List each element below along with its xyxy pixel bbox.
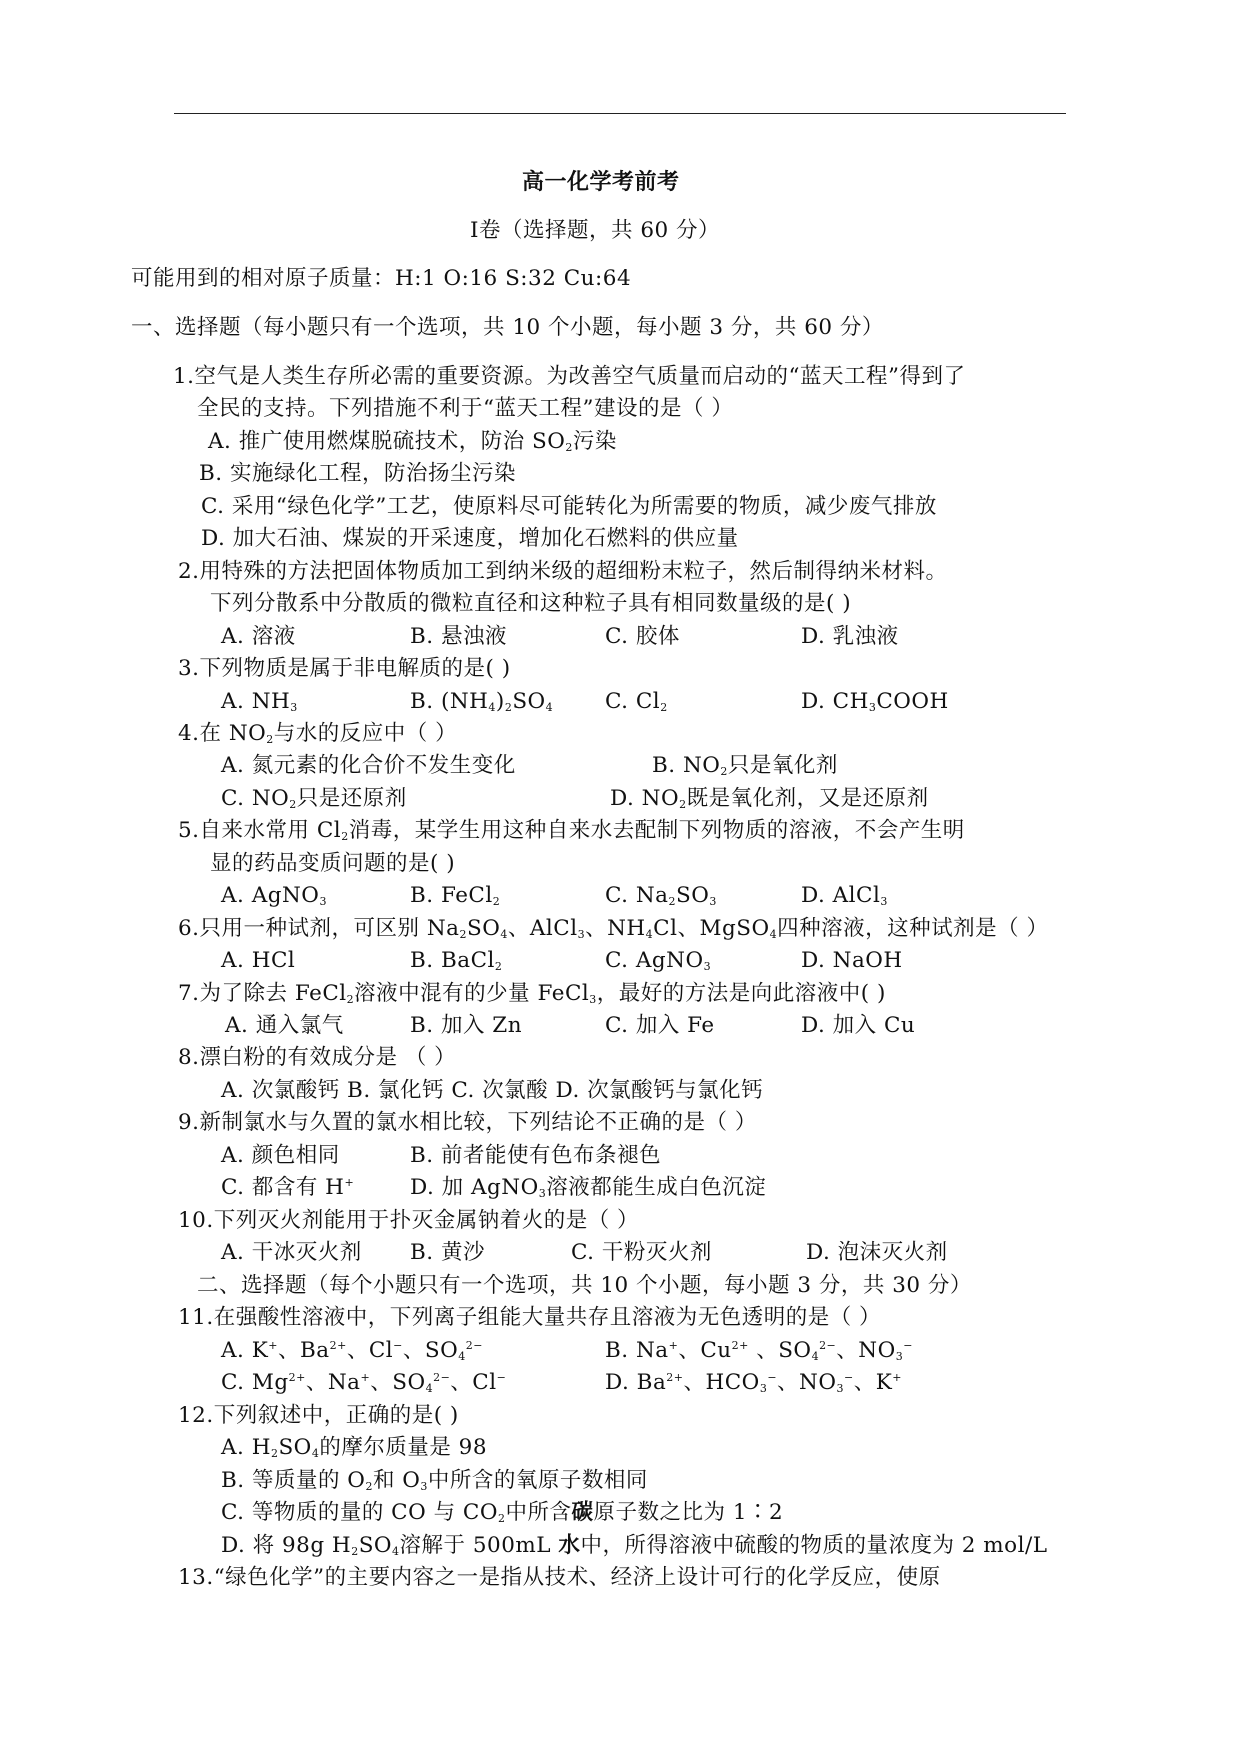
q4-option-a: A. 氮元素的化合价不发生变化 [221, 753, 516, 778]
q10-option-a: A. 干冰灭火剂 [221, 1240, 362, 1265]
q3-stem: 3.下列物质是属于非电解质的是( ) [178, 656, 511, 681]
q9-option-c: C. 都含有 H+ [221, 1175, 355, 1200]
q7-stem: 7.为了除去 FeCl$_2$溶液中混有的少量 FeCl$_3$，最好的方法是向此溶液中( ) [178, 981, 886, 1006]
q5-option-c: C. $Na_2SO_3$ [605, 883, 717, 908]
q10-option-d: D. 泡沫灭火剂 [806, 1240, 948, 1265]
page-title: 高一化学考前考 [522, 169, 680, 195]
q12-stem: 12.下列叙述中，正确的是( ) [178, 1403, 459, 1428]
header-rule [174, 113, 1066, 114]
q7-option-c: C. 加入 Fe [605, 1013, 715, 1038]
q11-option-b: B. Na+、$Cu^{2+}$ 、$SO_4^{2-}$、$NO_3^-$ [605, 1338, 913, 1363]
q10-stem: 10.下列灭火剂能用于扑灭金属钠着火的是（ ） [178, 1208, 640, 1233]
q1-option-d: D. 加大石油、煤炭的开采速度，增加化石燃料的供应量 [201, 526, 739, 551]
q9-option-b: B. 前者能使有色布条褪色 [410, 1143, 661, 1168]
q4-option-d: D. $NO_2$既是氧化剂，又是还原剂 [610, 786, 929, 811]
q11-option-a: A. K+、$Ba^{2+}$、Cl−、$SO_4^{2-}$ [221, 1338, 483, 1363]
q6-stem: 6.只用一种试剂，可区别 $Na_2SO_4$、AlCl$_3$、$NH_4Cl$、MgSO$_4$四种溶液，这种试剂是（ ） [178, 916, 1049, 941]
q5-stem-line2: 显的药品变质问题的是( ) [210, 851, 456, 876]
q1-stem-line1: 1.空气是人类生存所必需的重要资源。为改善空气质量而启动的“蓝天工程”得到了 [173, 364, 966, 389]
q2-stem-line1: 2.用特殊的方法把固体物质加工到纳米级的超细粉末粒子，然后制得纳米材料。 [178, 559, 948, 584]
q5-stem-line1: 5.自来水常用 $Cl_2$消毒，某学生用这种自来水去配制下列物质的溶液，不会产生明 [178, 818, 965, 843]
q6-option-a: A. HCl [221, 948, 296, 973]
q9-option-a: A. 颜色相同 [221, 1143, 340, 1168]
q11-stem: 11.在强酸性溶液中，下列离子组能大量共存且溶液为无色透明的是（ ） [178, 1305, 882, 1330]
q3-option-d: D. $CH_3COOH$ [801, 689, 949, 714]
q3-option-a: A. $NH_3$ [221, 689, 298, 714]
q4-option-b: B. $NO_2$只是氧化剂 [652, 753, 838, 778]
q1-option-b: B. 实施绿化工程，防治扬尘污染 [199, 461, 516, 486]
q1-stem-line2: 全民的支持。下列措施不利于“蓝天工程”建设的是（ ） [197, 396, 734, 421]
atomic-masses: 可能用到的相对原子质量：H:1 O:16 S:32 Cu:64 [131, 266, 632, 291]
q12-option-c: C. 等物质的量的 CO 与 $CO_2$中所含碳原子数之比为 1∶2 [221, 1500, 784, 1525]
q7-option-b: B. 加入 Zn [410, 1013, 523, 1038]
q9-option-d: D. 加 AgNO$_3$溶液都能生成白色沉淀 [410, 1175, 767, 1200]
q2-option-b: B. 悬浊液 [410, 624, 507, 649]
q6-option-d: D. NaOH [801, 948, 903, 973]
q11-option-c: C. $Mg^{2+}$、Na+、$SO_4^{2-}$、Cl− [221, 1370, 507, 1395]
q7-option-d: D. 加入 Cu [801, 1013, 916, 1038]
q7-option-a: A. 通入氯气 [225, 1013, 344, 1038]
q12-option-a: A. $H_2SO_4$的摩尔质量是 98 [221, 1435, 488, 1460]
q2-option-d: D. 乳浊液 [801, 624, 899, 649]
q3-option-c: C. $Cl_2$ [605, 689, 668, 714]
q2-option-a: A. 溶液 [221, 624, 296, 649]
section-2-heading: 二、选择题（每个小题只有一个选项，共 10 个小题，每小题 3 分，共 30 分） [197, 1273, 972, 1298]
q9-stem: 9.新制氯水与久置的氯水相比较，下列结论不正确的是（ ） [178, 1110, 757, 1135]
q6-option-b: B. BaCl$_2$ [410, 948, 503, 973]
q6-option-c: C. AgNO$_3$ [605, 948, 712, 973]
q12-option-d: D. 将 98g $H_2SO_4$溶解于 500mL 水中，所得溶液中硫酸的物质的量浓度为 2 mol/L [221, 1533, 1048, 1558]
q8-options: A. 次氯酸钙 B. 氯化钙 C. 次氯酸 D. 次氯酸钙与氯化钙 [221, 1078, 764, 1103]
q5-option-d: D. AlCl$_3$ [801, 883, 888, 908]
q4-option-c: C. $NO_2$只是还原剂 [221, 786, 407, 811]
q3-option-b: B. $(NH_4)_2SO_4$ [410, 689, 554, 714]
q13-stem: 13.“绿色化学”的主要内容之一是指从技术、经济上设计可行的化学反应，使原 [178, 1565, 941, 1590]
part-label: Ⅰ卷（选择题，共 60 分） [470, 218, 721, 243]
q5-option-a: A. AgNO$_3$ [221, 883, 327, 908]
q2-stem-line2: 下列分散系中分散质的微粒直径和这种粒子具有相同数量级的是( ) [210, 591, 852, 616]
q1-option-c: C. 采用“绿色化学”工艺，使原料尽可能转化为所需要的物质，减少废气排放 [201, 494, 937, 519]
q10-option-c: C. 干粉灭火剂 [571, 1240, 712, 1265]
q4-stem: 4.在 $NO_2$与水的反应中（ ） [178, 721, 458, 746]
q10-option-b: B. 黄沙 [410, 1240, 485, 1265]
q8-stem: 8.漂白粉的有效成分是 （ ） [178, 1045, 457, 1070]
q11-option-d: D. $Ba^{2+}$、$HCO_3^-$、$NO_3^-$、K+ [605, 1370, 902, 1395]
q2-option-c: C. 胶体 [605, 624, 680, 649]
q5-option-b: B. FeCl$_2$ [410, 883, 501, 908]
q1-option-a: A. 推广使用燃煤脱硫技术，防治 $SO_2$污染 [208, 429, 617, 454]
section-1-heading: 一、选择题（每小题只有一个选项，共 10 个小题，每小题 3 分，共 60 分） [131, 315, 884, 340]
q12-option-b: B. 等质量的 $O_2$和 $O_3$中所含的氧原子数相同 [221, 1468, 648, 1493]
